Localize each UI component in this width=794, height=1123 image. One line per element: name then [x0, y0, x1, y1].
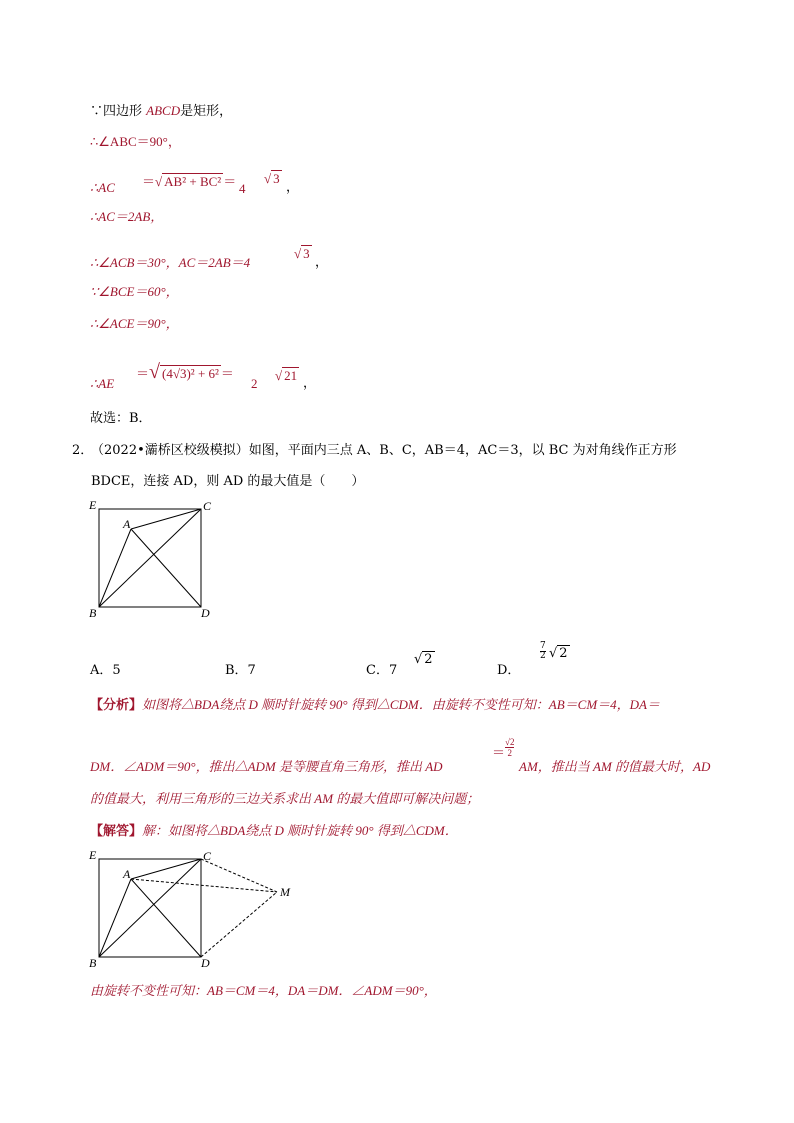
denominator: 2 — [540, 651, 546, 661]
radicand: (4√3)² + 6² — [162, 366, 219, 381]
label-a: A — [123, 517, 131, 531]
label-c: C — [203, 499, 212, 513]
solution-line-2: ∴∠ABC＝90°， — [90, 134, 181, 149]
analysis-line-3: 的值最大，利用三角形的三边关系求出 AM 的最大值即可解决问题； — [90, 791, 480, 806]
label-b: B — [89, 606, 97, 620]
analysis-line-2b: AM，推出当 AM 的值最大时，AD — [519, 759, 711, 774]
text: 是矩形， — [180, 104, 233, 119]
figure-square-1 — [87, 497, 217, 622]
solution-line-3-lhs: ∴AC — [90, 180, 115, 195]
equals: ＝ — [136, 366, 150, 381]
root-3: √ 3 — [294, 246, 310, 261]
text: 四边形 — [103, 104, 143, 119]
option-a[interactable]: A．5 — [90, 663, 121, 678]
analysis-fraction-eq: ＝ — [492, 745, 506, 760]
solution-tag: 【解答】 — [90, 824, 143, 839]
radicand: 3 — [273, 171, 280, 186]
solution-line-6: ∵∠BCE＝60°， — [90, 284, 179, 299]
radicand: 21 — [284, 368, 298, 383]
problem-number: 2． — [72, 443, 94, 458]
label-c: C — [203, 849, 212, 863]
radicand: 2 — [559, 646, 568, 661]
coefficient: 4 — [239, 181, 246, 196]
answer-line: 故选：B． — [90, 411, 152, 426]
because-symbol: ∵ — [90, 104, 104, 119]
solution-line-8-formula — [136, 361, 234, 384]
problem-stem-line-1: （2022•灞桥区校级模拟）如图，平面内三点 A、B、C，AB＝4，AC＝3，以 BC 为对角线作正方形 — [91, 443, 677, 458]
analysis-text: 如图将△BDA绕点 D 顺时针旋转 90° 得到△CDM．由旋转不变性可知：AB＝CM＝4，DA＝ — [142, 697, 660, 712]
radicand: 2 — [424, 652, 433, 667]
solution-line-1 — [90, 823, 458, 840]
shape-name: ABCD — [146, 103, 181, 118]
analysis-line-1 — [90, 697, 660, 714]
label-m: M — [280, 885, 290, 899]
denominator: 2 — [505, 747, 514, 758]
solution-text: 由旋转不变性可知：AB＝CM＝4，DA＝DM．∠ADM＝90°， — [90, 983, 437, 998]
solution-line-3-formula — [142, 171, 236, 190]
radicand: 3 — [303, 246, 310, 261]
solution-line-5: ∴∠ACB＝30°，AC＝2AB＝4 — [90, 255, 251, 270]
option-d-root: √ 2 — [549, 646, 568, 661]
analysis-fraction — [505, 737, 514, 758]
numerator: 7 — [540, 641, 546, 651]
comma: ， — [286, 180, 300, 195]
radicand: AB² + BC² — [164, 174, 222, 189]
label-d: D — [201, 606, 210, 620]
solution-text: 解：如图将△BDA绕点 D 顺时针旋转 90° 得到△CDM． — [142, 823, 458, 838]
comma: ， — [303, 376, 317, 391]
label-b: B — [89, 956, 97, 970]
figure-square-2 — [87, 847, 302, 972]
equals: ＝ — [220, 366, 234, 381]
sqrt-sign: √ — [155, 174, 163, 189]
label-e: E — [89, 498, 97, 512]
solution-line-1 — [90, 103, 232, 120]
label-a: A — [123, 867, 131, 881]
equals: ＝ — [142, 174, 156, 189]
label-e: E — [89, 848, 97, 862]
root-3: √ 3 — [264, 171, 280, 186]
coefficient: 2 — [251, 376, 258, 391]
solution-line-4: ∴AC＝2AB， — [90, 209, 164, 224]
solution-line-8-lhs: ∴AE — [90, 376, 115, 391]
label-d: D — [201, 956, 210, 970]
comma: ， — [315, 255, 329, 270]
option-d-fraction — [540, 642, 546, 661]
analysis-tag: 【分析】 — [90, 698, 143, 713]
numerator: √2 — [505, 737, 515, 747]
solution-line-7: ∴∠ACE＝90°， — [90, 316, 179, 331]
root-21: √ 21 — [275, 368, 298, 383]
option-c-label: C．7 — [366, 663, 398, 678]
option-c[interactable] — [366, 663, 397, 679]
option-d[interactable]: D． — [497, 663, 521, 678]
solution-line-2 — [90, 983, 437, 1000]
problem-stem-line-2: BDCE，连接 AD，则 AD 的最大值是（ ） — [91, 474, 365, 489]
option-b[interactable]: B．7 — [225, 663, 256, 678]
analysis-line-2a: DM．∠ADM＝90°，推出△ADM 是等腰直角三角形，推出 AD — [90, 759, 443, 774]
option-c-root: √ 2 — [414, 652, 433, 667]
equals: ＝ — [223, 174, 237, 189]
sqrt-sign: √ — [149, 361, 160, 383]
